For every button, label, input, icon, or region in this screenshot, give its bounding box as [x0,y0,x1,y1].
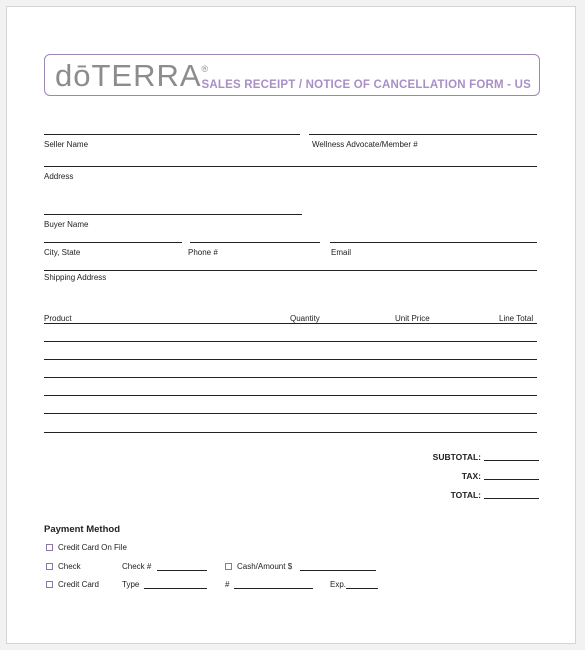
wellness-advocate-line[interactable] [309,134,537,135]
credit-card-on-file-label: Credit Card On File [58,543,127,552]
card-type-label: Type [122,580,140,589]
check-label: Check [58,562,81,571]
card-type-line[interactable] [144,588,207,589]
table-header-rule [44,323,537,324]
col-line-total: Line Total [499,314,534,323]
product-row-line[interactable] [44,377,537,378]
col-quantity: Quantity [290,314,320,323]
phone-label: Phone # [188,248,218,257]
form-header [44,54,540,96]
card-exp-label: Exp. [330,580,347,589]
card-number-label: # [225,580,230,589]
credit-card-label: Credit Card [58,580,99,589]
cash-amount-label: Cash/Amount $ [237,562,293,571]
product-row-line[interactable] [44,395,537,396]
card-number-line[interactable] [234,588,313,589]
check-number-label: Check # [122,562,152,571]
subtotal-line[interactable] [484,460,539,461]
cash-checkbox[interactable] [225,563,232,570]
phone-line[interactable] [190,242,320,243]
check-number-line[interactable] [157,570,207,571]
seller-name-line[interactable] [44,134,300,135]
credit-card-on-file-checkbox[interactable] [46,544,53,551]
product-row-line[interactable] [44,413,537,414]
buyer-name-line[interactable] [44,214,302,215]
wellness-advocate-label: Wellness Advocate/Member # [312,140,418,149]
product-row-line[interactable] [44,359,537,360]
email-line[interactable] [330,242,537,243]
col-product: Product [44,314,72,323]
payment-method-title: Payment Method [44,524,121,535]
doterra-logo: dōTERRA® [55,58,210,93]
city-state-label: City, State [44,248,81,257]
form-title: SALES RECEIPT / NOTICE OF CANCELLATION FORM - US [201,79,531,91]
total-label: TOTAL: [450,490,481,500]
shipping-address-line[interactable] [44,270,537,271]
cash-amount-line[interactable] [300,570,376,571]
product-row-line[interactable] [44,341,537,342]
address-line[interactable] [44,166,537,167]
col-unit-price: Unit Price [395,314,430,323]
subtotal-label: SUBTOTAL: [432,452,481,462]
city-state-line[interactable] [44,242,182,243]
check-checkbox[interactable] [46,563,53,570]
address-label: Address [44,172,74,181]
product-row-line[interactable] [44,432,537,433]
tax-label: TAX: [461,471,481,481]
credit-card-checkbox[interactable] [46,581,53,588]
tax-line[interactable] [484,479,539,480]
seller-name-label: Seller Name [44,140,89,149]
email-label: Email [331,248,352,257]
total-line[interactable] [484,498,539,499]
registered-mark: ® [201,64,210,74]
buyer-name-label: Buyer Name [44,220,89,229]
shipping-address-label: Shipping Address [44,273,107,282]
card-exp-line[interactable] [346,588,378,589]
